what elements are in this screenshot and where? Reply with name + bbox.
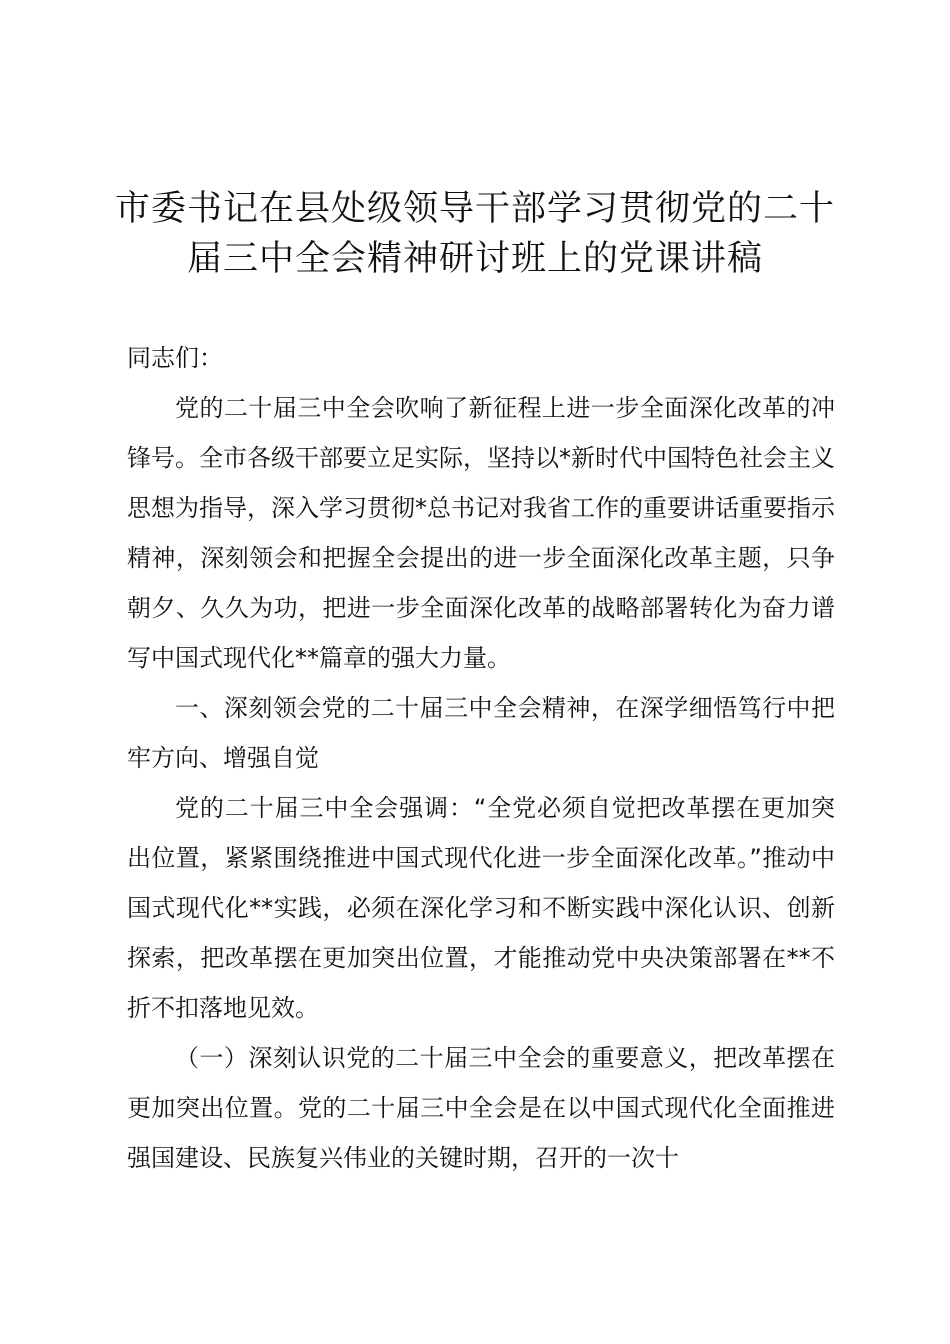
subsection-paragraph-1: （一）深刻认识党的二十届三中全会的重要意义，把改革摆在更加突出位置。党的二十届三中全会是在以中国式现代化全面推进强国建设、民族复兴伟业的关键时期，召开的一次十	[127, 1044, 835, 1172]
title-line-2: 届三中全会精神研讨班上的党课讲稿	[186, 239, 763, 279]
title-line-1: 市委书记在县处级领导干部学习贯彻党的二十	[114, 189, 835, 229]
paragraph-section-1: 党的二十届三中全会强调：“全党必须自觉把改革摆在更加突出位置，紧紧围绕推进中国式现代化进一步全面深化改革。”推动中国式现代化**实践，必须在深化学习和不断实践中深化认识、创新探索，把改革摆在更加突出位置，才能推动党中央决策部署在**不折不扣落地见效。	[127, 794, 835, 1022]
salutation: 同志们：	[127, 344, 223, 372]
document-title	[100, 184, 850, 284]
paragraph-intro: 党的二十届三中全会吹响了新征程上进一步全面深化改革的冲锋号。全市各级干部要立足实际，坚持以*新时代中国特色社会主义思想为指导，深入学习贯彻*总书记对我省工作的重要讲话重要指示精神，深刻领会和把握全会提出的进一步全面深化改革主题，只争朝夕、久久为功，把进一步全面深化改革的战略部署转化为奋力谱写中国式现代化**篇章的强大力量。	[127, 394, 835, 672]
section-heading-1: 一、深刻领会党的二十届三中全会精神，在深学细悟笃行中把牢方向、增强自觉	[127, 694, 835, 772]
document-body	[127, 333, 835, 1183]
